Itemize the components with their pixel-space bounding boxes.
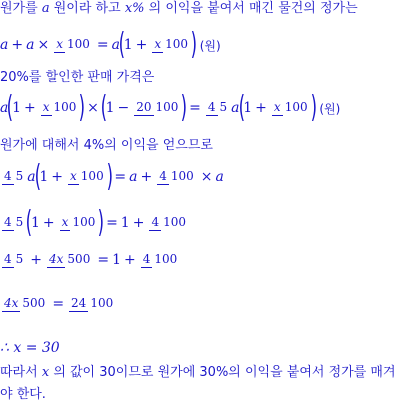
fraction: [2, 296, 47, 312]
fraction: [206, 100, 229, 116]
op-plus: +: [30, 252, 43, 268]
numerator: 20: [136, 100, 152, 114]
denominator: 100: [80, 169, 104, 183]
fraction: [69, 296, 115, 312]
fraction: [149, 215, 188, 231]
denominator: 100: [72, 215, 96, 229]
num-1: 1: [123, 37, 133, 53]
var-a: a: [129, 169, 138, 185]
denominator: 100: [155, 100, 179, 114]
denominator: 100: [154, 252, 178, 266]
equation-6: [0, 296, 117, 312]
op-plus: +: [24, 100, 36, 116]
num-1: 1: [39, 169, 49, 185]
denominator: 5: [219, 100, 228, 114]
equation-3: [0, 159, 224, 194]
denominator: 100: [170, 169, 194, 183]
numerator: 4x: [49, 252, 64, 266]
paren-right: ): [181, 90, 188, 125]
fraction: [41, 100, 79, 116]
numerator: 4: [4, 215, 12, 229]
op-plus: +: [132, 215, 145, 231]
num-1: 1: [112, 252, 121, 268]
fraction: [157, 169, 196, 185]
op-plus: +: [42, 215, 55, 231]
op-eq: =: [114, 169, 127, 185]
paren-left: (: [118, 27, 126, 62]
op-plus: +: [11, 37, 24, 53]
op-minus: −: [117, 100, 130, 116]
paren-right: ): [79, 90, 86, 125]
op-eq: =: [189, 100, 201, 116]
equation-5: [0, 252, 181, 268]
numerator: x: [42, 100, 50, 114]
num-1: 1: [12, 100, 21, 116]
num-1: 1: [120, 215, 130, 231]
numerator: x: [273, 100, 281, 114]
var-xpct: x%: [124, 1, 145, 16]
op-plus: +: [123, 252, 136, 268]
fraction: [141, 252, 180, 268]
fraction: [272, 100, 310, 116]
paren-right: ): [97, 205, 105, 240]
op-eq: =: [96, 37, 109, 53]
numerator: 4: [159, 169, 167, 183]
numerator: x: [70, 169, 77, 183]
equation-4: [0, 205, 190, 240]
equation-discount: [0, 90, 341, 125]
denominator: 5: [15, 252, 24, 266]
op-plus: +: [51, 169, 64, 185]
denominator: 100: [53, 100, 77, 114]
fraction: [47, 252, 92, 268]
op-plus: +: [255, 100, 267, 116]
paren-left: (: [238, 90, 245, 125]
paren-right: ): [310, 90, 317, 125]
op-times: ×: [37, 37, 50, 53]
var-a: a: [26, 37, 35, 53]
paren-left: (: [100, 90, 107, 125]
line-discount: 20%를 할인한 판매 가격은: [0, 70, 155, 85]
unit: (원): [319, 101, 341, 116]
fraction: [2, 252, 25, 268]
op-eq: =: [52, 296, 65, 312]
op-eq: =: [106, 215, 118, 231]
fraction: [68, 169, 106, 185]
var-a: a: [0, 37, 9, 53]
text: 따라서: [0, 365, 38, 380]
numerator: x: [56, 37, 63, 51]
text: 원가를: [0, 1, 38, 16]
fraction: [134, 100, 180, 116]
numerator: 4x: [4, 296, 19, 310]
var-a: a: [41, 1, 50, 16]
paren-right: ): [106, 159, 113, 194]
fraction: [60, 215, 98, 231]
conclusion-line-1: [0, 364, 396, 382]
numerator: 4: [151, 215, 160, 229]
text: 의 이익을 붙여서 매긴 물건의 정가는: [148, 1, 358, 16]
op-plus: +: [140, 169, 153, 185]
denominator: 500: [67, 252, 91, 266]
denominator: 100: [284, 100, 308, 114]
var-x: x: [41, 365, 50, 380]
paren-left: (: [34, 159, 41, 194]
denominator: 500: [22, 296, 46, 310]
var-a: a: [0, 100, 9, 116]
denominator: 5: [15, 215, 24, 229]
var-a: a: [27, 169, 36, 185]
numerator: 4: [4, 252, 12, 266]
op-times: ×: [200, 169, 213, 185]
paren-left: (: [25, 205, 33, 240]
denominator: 100: [90, 296, 114, 310]
unit: (원): [199, 38, 221, 53]
numerator: 4: [207, 100, 216, 114]
fraction: [54, 37, 92, 53]
line-1: [0, 0, 358, 18]
var-a: a: [215, 169, 224, 185]
fraction: [152, 37, 190, 53]
op-times: ×: [87, 100, 99, 116]
denominator: 100: [163, 215, 186, 229]
num-1: 1: [105, 100, 115, 116]
op-eq: =: [97, 252, 110, 268]
num-1: 1: [31, 215, 40, 231]
var-a: a: [111, 37, 120, 53]
var-a: a: [231, 100, 240, 116]
denominator: 100: [66, 37, 90, 51]
paren-left: (: [6, 90, 14, 125]
text: 원이라 하고: [53, 1, 121, 16]
op-plus: +: [135, 37, 148, 53]
numerator: 4: [4, 169, 12, 183]
equation-selling-price: [0, 27, 221, 62]
paren-right: ): [190, 27, 198, 62]
therefore-line: ∴ x = 30: [0, 340, 60, 356]
text: 의 값이 30이므로 원가에 30%의 이익을 붙여서 정가를 매겨: [53, 365, 396, 380]
fraction: [2, 215, 25, 231]
numerator: x: [154, 37, 162, 51]
numerator: 24: [71, 296, 87, 310]
numerator: 4: [142, 252, 151, 266]
line-profit: 원가에 대해서 4%의 이익을 얻으므로: [0, 138, 213, 153]
fraction: [2, 169, 25, 185]
denominator: 5: [15, 169, 24, 183]
denominator: 100: [165, 37, 189, 51]
conclusion-line-2: 야 한다.: [0, 387, 46, 402]
num-1: 1: [243, 100, 253, 116]
numerator: x: [61, 215, 69, 229]
